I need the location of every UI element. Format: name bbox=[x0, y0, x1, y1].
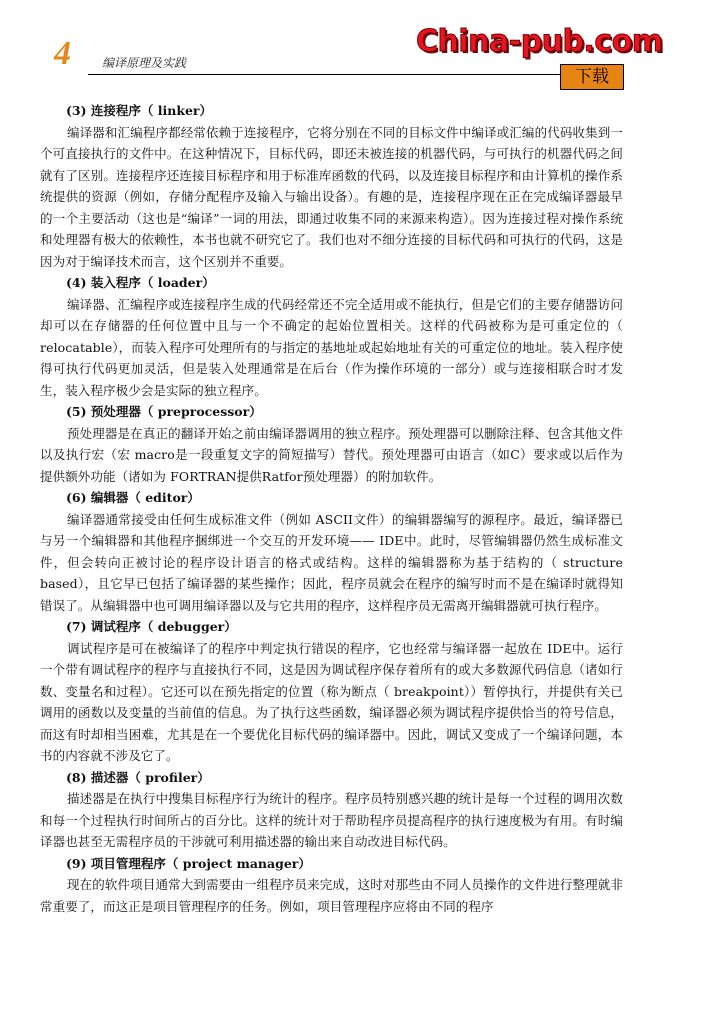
section-text-editor: 编译器通常接受由任何生成标准文件（例如 ASCII文件）的编辑器编写的源程序。最近，编译器已与另一个编辑器和其他程序捆绑进一个交互的开发环境—— IDE中。此时，尽管编辑器仍然生成标准文件，但会转向正被讨论的程序设计语言的格式或结构。这样的编辑器称为基于结构的（ structure based），且它早已包括了编译器的某些操作；因此，程序员就会在程序的编写时而不是在编译时就得知错误了。从编辑器中也可调用编译器以及与它共用的程序，这样程序员无需离开编辑器就可执行程序。 bbox=[40, 511, 623, 613]
section-text-project-manager: 现在的软件项目通常大到需要由一组程序员来完成，这时对那些由不同人员操作的文件进行整理就非常重要了，而这正是项目管理程序的任务。例如，项目管理程序应将由不同的程序 bbox=[40, 877, 623, 914]
page-number: 4 bbox=[54, 35, 71, 72]
section-heading-debugger: (7) 调试程序（ debugger） bbox=[66, 619, 237, 634]
page-header bbox=[0, 0, 717, 96]
section-text-loader: 编译器、汇编程序或连接程序生成的代码经常还不完全适用或不能执行，但是它们的主要存储器访问却可以在存储器的任何位置中且与一个不确定的起始位置相关。这样的代码被称为是可重定位的（ relocatable），而装入程序可处理所有的与指定的基地址或起始地址有关的可重定位的地址。装入程序使得可执行代码更加灵活，但是装入处理通常是在后台（作为操作环境的一部分）或与连接相联合时才发生，装入程序极少会是实际的独立程序。 bbox=[40, 296, 623, 398]
page-body bbox=[40, 100, 623, 917]
book-title: 编译原理及实践 bbox=[102, 56, 187, 70]
china-pub-logo[interactable] bbox=[416, 22, 663, 68]
section-heading-loader: (4) 装入程序（ loader） bbox=[66, 275, 215, 290]
section-text-linker: 编译器和汇编程序都经常依赖于连接程序，它将分别在不同的目标文件中编译或汇编的代码收集到一个可直接执行的文件中。在这种情况下，目标代码，即还未被连接的机器代码，与可执行的机器代码之间就有了区别。连接程序还连接目标程序和用于标准库函数的代码，以及连接目标程序和由计算机的操作系统提供的资源（例如，存储分配程序及输入与输出设备）。有趣的是，连接程序现在正在完成编译器最早的一个主要活动（这也是“编译”一词的用法，即通过收集不同的来源来构造）。因为连接过程对操作系统和处理器有极大的依赖性，本书也就不研究它了。我们也对不细分连接的目标代码和可执行的代码，这是因为对于编译技术而言，这个区别并不重要。 bbox=[40, 124, 623, 269]
header-divider bbox=[88, 74, 616, 75]
section-heading-linker: (3) 连接程序（ linker） bbox=[66, 103, 213, 118]
logo-text: China-pub.com bbox=[416, 24, 663, 59]
section-text-preprocessor: 预处理器是在真正的翻译开始之前由编译器调用的独立程序。预处理器可以删除注释、包含其他文件以及执行宏（宏 macro是一段重复文字的简短描写）替代。预处理器可由语言（如C）要求或以后作为提供额外功能（诸如为 FORTRAN提供Ratfor预处理器）的附加软件。 bbox=[40, 425, 623, 484]
download-button[interactable]: 下载 bbox=[560, 64, 624, 90]
section-heading-profiler: (8) 描述器（ profiler） bbox=[66, 769, 210, 785]
section-heading-project-manager: (9) 项目管理程序（ project manager） bbox=[66, 855, 311, 871]
section-text-debugger: 调试程序是可在被编译了的程序中判定执行错误的程序，它也经常与编译器一起放在 IDE中。运行一个带有调试程序的程序与直接执行不同，这是因为调试程序保存着所有的或大多数源代码信息（诸如行数、变量名和过程）。它还可以在预先指定的位置（称为断点（ breakpoint））暂停执行，并提供有关已调用的函数以及变量的当前值的信息。为了执行这些函数，编译器必须为调试程序提供恰当的符号信息，而这有时却相当困难，尤其是在一个要优化目标代码的编译器中。因此，调试又变成了一个编译问题，本书的内容就不涉及它了。 bbox=[40, 640, 623, 763]
section-heading-editor: (6) 编辑器（ editor） bbox=[66, 490, 200, 505]
section-heading-preprocessor: (5) 预处理器（ preprocessor） bbox=[66, 404, 262, 419]
section-text-profiler: 描述器是在执行中搜集目标程序行为统计的程序。程序员特别感兴趣的统计是每一个过程的调用次数和每一个过程执行时间所占的百分比。这样的统计对于帮助程序员提高程序的执行速度极为有用。有时编译器也甚至无需程序员的干涉就可利用描述器的输出来自动改进目标代码。 bbox=[40, 791, 623, 849]
